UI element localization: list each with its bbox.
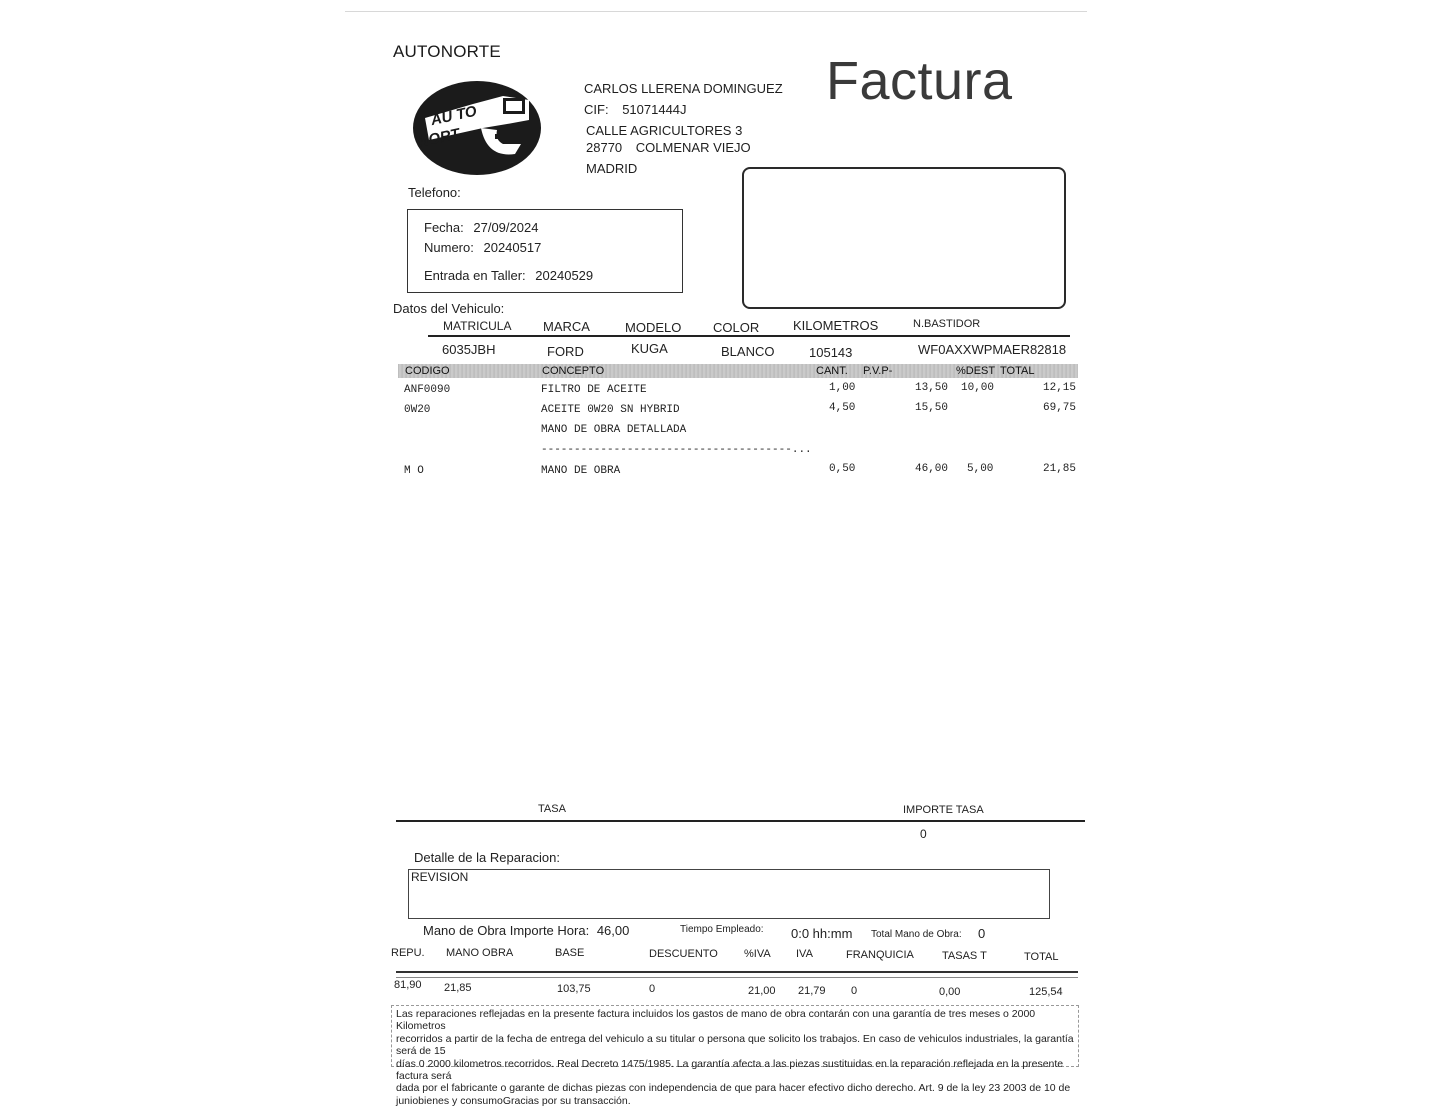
page-top-edge [345,11,1087,12]
legal-notice [391,1005,1079,1107]
lines-header-dest: %DEST [956,365,996,377]
fecha-value: 27/09/2024 [473,220,539,235]
vehicle-matricula: 6035JBH [442,342,496,357]
legal-line: juniobienes y consumoGracias por su transacción. [396,1094,631,1107]
fecha-row [424,220,538,235]
line-concepto: MANO DE OBRA DETALLADA [541,424,687,436]
totals-iva: 21,79 [798,985,826,997]
client-address: CALLE AGRICULTORES 3 [586,123,743,138]
labour-hour-label: Mano de Obra Importe Hora: [423,923,590,938]
vehicle-marca: FORD [547,344,584,359]
vehicle-bastidor: WF0AXXWPMAER82818 [918,342,1067,357]
totals-header-mano-obra: MANO OBRA [446,947,514,959]
totals-descuento: 0 [649,983,656,995]
total-mano-obra-label: Total Mano de Obra: [871,929,962,940]
line-total: 12,15 [1043,382,1077,394]
invoice-info-box [407,209,683,293]
totals-franquicia: 0 [851,985,858,997]
totals-header-total: TOTAL [1024,951,1059,963]
totals-header-franquicia: FRANQUICIA [846,949,914,961]
labour-hour-row [423,923,629,938]
totals-header-base: BASE [555,947,585,959]
line-cant: 4,50 [829,402,856,414]
totals-header-tasas: TASAS T [942,950,987,962]
legal-line: dada por el fabricante o garante de dichas piezas con independencia de que para hacer efectivo dicho derecho. Art. 9 de la ley 23 2003 de 10 de [396,1082,1071,1095]
line-concepto: MANO DE OBRA [541,465,621,477]
vehicle-header-marca: MARCA [543,319,590,334]
vehicle-color: BLANCO [721,344,775,359]
repair-detail-box [408,869,1050,919]
line-pvp: 15,50 [915,402,949,414]
numero-row [424,240,541,255]
vehicle-header-color: COLOR [713,320,760,335]
lines-header-pvp: P.V.P- [863,365,893,377]
numero-label: Numero: [424,240,474,255]
importe-tasa-value: 0 [920,827,927,841]
fecha-label: Fecha: [424,220,464,235]
address-window-box [742,167,1066,309]
lines-header-codigo: CODIGO [405,365,450,377]
lines-header-total: TOTAL [1000,365,1035,377]
vehicle-section-label: Datos del Vehiculo: [393,301,505,316]
line-concepto: ACEITE 0W20 SN HYBRID [541,404,680,416]
vehicle-header-modelo: MODELO [625,320,682,335]
line-pvp: 46,00 [915,463,949,475]
company-logo [411,78,543,176]
totals-rule [396,971,1078,978]
autonorte-logo-icon [411,78,543,176]
line-separator: --------------------------------------... [541,444,812,456]
vehicle-header-bastidor: N.BASTIDOR [913,318,981,330]
tasa-label: TASA [538,803,566,815]
totals-piva: 21,00 [748,985,776,997]
totals-base: 103,75 [557,983,591,995]
lines-header-cant: CANT. [816,365,848,377]
line-pvp: 13,50 [915,382,949,394]
client-city: COLMENAR VIEJO [635,140,751,155]
document-title: Factura [826,51,1013,111]
numero-value: 20240517 [483,240,542,255]
line-codigo: 0W20 [404,404,431,416]
company-name: AUTONORTE [393,42,501,61]
legal-line: Las reparaciones reflejadas en la presente factura incluidos los gastos de mano de obra contarán con una garantía de tres meses o 2000 Kilometros [396,1008,1036,1033]
client-cif: 51071444J [622,102,687,117]
total-mano-obra-value: 0 [978,926,986,941]
tasa-rule [396,820,1085,822]
totals-header-descuento: DESCUENTO [649,948,718,960]
repair-detail-label: Detalle de la Reparacion: [414,850,560,865]
totals-total: 125,54 [1029,986,1063,998]
line-cant: 1,00 [829,382,856,394]
totals-tasas: 0,00 [939,986,961,998]
line-dest: 5,00 [967,463,994,475]
line-codigo: ANF0090 [404,384,451,396]
totals-header-piva: %IVA [744,948,771,960]
legal-line: días 0 2000 kilometros recorridos. Real Decreto 1475/1985. La garantía afecta a las piezas sustituidas en la reparación reflejada en la presente factura será [396,1057,1064,1083]
lines-header-concepto: CONCEPTO [542,365,605,377]
repair-detail-text: REVISION [411,870,469,884]
svg-text:AU TO: AU TO [429,102,479,130]
client-postal-code: 28770 [586,140,623,155]
client-province: MADRID [586,161,638,176]
entrada-label: Entrada en Taller: [424,268,526,283]
client-cif-label: CIF: [584,102,609,117]
vehicle-header-matricula: MATRICULA [443,319,512,333]
tiempo-label: Tiempo Empleado: [680,924,764,935]
legal-line: recorridos a partir de la fecha de entrega del vehiculo a su titular o persona que solicito los trabajos. En caso de vehiculos industriales, la garantía será de 15 [396,1032,1074,1058]
tiempo-value: 0:0 hh:mm [791,926,853,941]
vehicle-header-rule [428,335,1070,337]
totals-repu: 81,90 [394,979,422,991]
vehicle-kilometros: 105143 [809,345,853,360]
labour-hour-value: 46,00 [596,923,630,938]
client-name: CARLOS LLERENA DOMINGUEZ [584,81,783,96]
line-dest: 10,00 [961,382,995,394]
svg-text:NORT: NORT [416,125,462,151]
totals-header-repu: REPU. [391,947,425,959]
line-cant: 0,50 [829,463,856,475]
totals-mano-obra: 21,85 [444,982,472,994]
entrada-row [424,268,593,283]
vehicle-modelo: KUGA [631,341,668,356]
line-total: 69,75 [1043,402,1077,414]
line-concepto: FILTRO DE ACEITE [541,384,647,396]
importe-tasa-label: IMPORTE TASA [903,804,984,816]
client-city-row [586,140,751,155]
line-total: 21,85 [1043,463,1077,475]
client-cif-row [584,102,687,117]
vehicle-header-kilometros: KILOMETROS [793,318,879,333]
telefono-label: Telefono: [408,185,461,200]
entrada-value: 20240529 [535,268,594,283]
totals-header-iva: IVA [796,948,813,960]
line-codigo: M O [404,465,424,477]
